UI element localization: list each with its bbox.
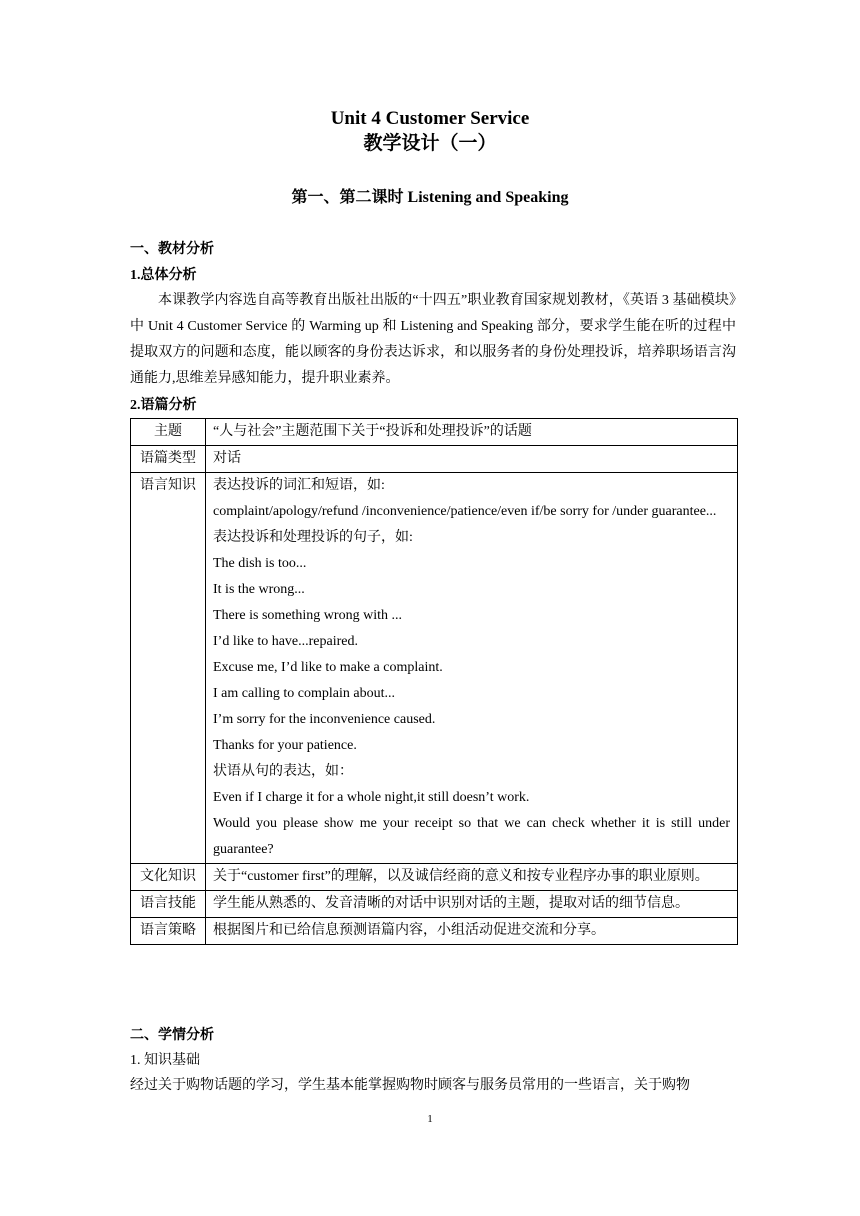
table-cell-line: 学生能从熟悉的、发音清晰的对话中识别对话的主题，提取对话的细节信息。 bbox=[213, 896, 689, 911]
table-row bbox=[131, 918, 738, 945]
table-row-content bbox=[206, 864, 738, 891]
table-row bbox=[131, 473, 738, 864]
subheading-discourse-analysis: 2.语篇分析 bbox=[130, 398, 197, 413]
table-row bbox=[131, 891, 738, 918]
table-cell-line: 对话 bbox=[213, 451, 241, 466]
table-row bbox=[131, 419, 738, 446]
table-cell-line: 关于“customer first”的理解，以及诚信经商的意义和按专业程序办事的职业原则。 bbox=[213, 869, 709, 884]
table-cell-line: 根据图片和已给信息预测语篇内容，小组活动促进交流和分享。 bbox=[213, 923, 605, 938]
table-cell-line: It is the wrong... bbox=[213, 582, 305, 597]
table-cell-line: Would you please show me your receipt so that we can check whether it is still under guarantee? bbox=[213, 816, 730, 857]
learner-analysis-paragraph: 经过关于购物话题的学习，学生基本能掌握购物时顾客与服务员常用的一些语言，关于购物 bbox=[130, 1078, 690, 1093]
table-row-content bbox=[206, 891, 738, 918]
table-row-label: 语言技能 bbox=[131, 891, 206, 918]
table-cell-line: 表达投诉和处理投诉的句子，如: bbox=[213, 530, 413, 545]
table-cell-line: 表达投诉的词汇和短语，如: bbox=[213, 478, 385, 493]
table-row bbox=[131, 446, 738, 473]
overall-analysis-paragraph: 本课教学内容选自高等教育出版社出版的“十四五”职业教育国家规划教材，《英语 3 基础模块》中 Unit 4 Customer Service 的 Warming up 和 Listening and Speaking 部分，要求学生能在听的过程中提取双方的问题和态度，能以顾客的身份表达诉求，和以服务者的身份处理投诉，培养职场语言沟通能力,思维差异感知能力，提升职业素养。 bbox=[130, 293, 736, 386]
table-row-label: 语言知识 bbox=[131, 473, 206, 864]
table-cell-line: Thanks for your patience. bbox=[213, 738, 357, 753]
table-row-content bbox=[206, 419, 738, 446]
subheading-knowledge-base: 1. 知识基础 bbox=[130, 1053, 200, 1068]
section-heading-learner-analysis: 二、学情分析 bbox=[130, 1028, 214, 1043]
document-subtitle: 教学设计（一） bbox=[363, 133, 497, 154]
document-title: Unit 4 Customer Service bbox=[330, 108, 530, 129]
table-cell-line: I am calling to complain about... bbox=[213, 686, 395, 701]
table-row-label: 文化知识 bbox=[131, 864, 206, 891]
table-cell-line: complaint/apology/refund /inconvenience/patience/even if/be sorry for /under guarantee... bbox=[213, 504, 717, 519]
table-cell-line: 状语从句的表达，如： bbox=[213, 764, 353, 779]
lesson-heading: 第一、第二课时 Listening and Speaking bbox=[291, 189, 569, 206]
table-row bbox=[131, 864, 738, 891]
table-row-label: 主题 bbox=[131, 419, 206, 446]
table-row-content bbox=[206, 473, 738, 864]
table-row-content bbox=[206, 446, 738, 473]
table-cell-line: I’m sorry for the inconvenience caused. bbox=[213, 712, 436, 727]
table-cell-line: The dish is too... bbox=[213, 556, 307, 571]
table-row-label: 语言策略 bbox=[131, 918, 206, 945]
subheading-overall-analysis: 1.总体分析 bbox=[130, 268, 197, 283]
table-row-content bbox=[206, 918, 738, 945]
table-row-label: 语篇类型 bbox=[131, 446, 206, 473]
discourse-analysis-table bbox=[130, 418, 738, 945]
table-cell-line: There is something wrong with ... bbox=[213, 608, 402, 623]
table-cell-line: Excuse me, I’d like to make a complaint. bbox=[213, 660, 443, 675]
table-cell-line: Even if I charge it for a whole night,it still doesn’t work. bbox=[213, 790, 530, 805]
table-cell-line: “人与社会”主题范围下关于“投诉和处理投诉”的话题 bbox=[213, 424, 532, 439]
page-number: 1 bbox=[427, 1113, 433, 1125]
table-cell-line: I’d like to have...repaired. bbox=[213, 634, 358, 649]
section-heading-textbook-analysis: 一、教材分析 bbox=[130, 242, 214, 257]
